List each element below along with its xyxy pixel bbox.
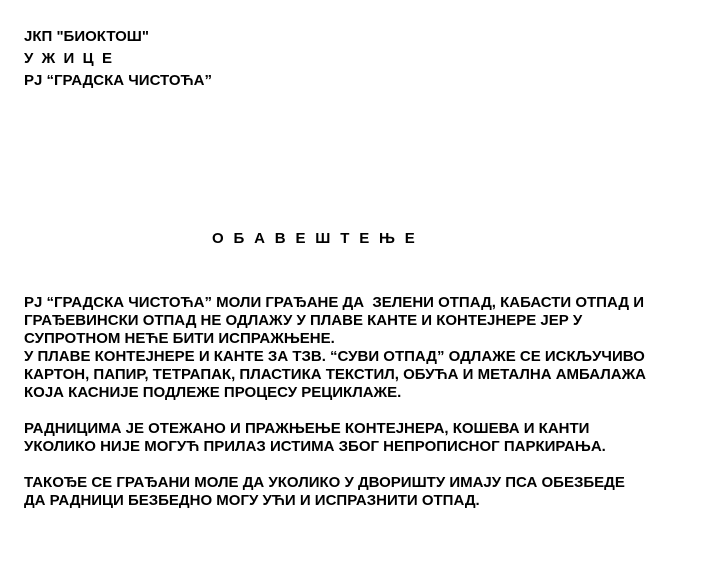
- notice-title: О Б А В Е Ш Т Е Њ Е: [212, 230, 416, 247]
- company-name: ЈКП "БИОКТОШ": [24, 28, 149, 45]
- unit-name: РЈ “ГРАДСКА ЧИСТОЋА”: [24, 72, 212, 89]
- paragraph-parking: РАДНИЦИМА ЈЕ ОТЕЖАНО И ПРАЖЊЕЊЕ КОНТЕЈНЕРА, КОШЕВА И КАНТИ УКОЛИКО НИЈЕ МОГУЋ ПРИЛАЗ ИСТИМА ЗБОГ НЕПРОПИСНОГ ПАРКИРАЊА.: [24, 420, 606, 455]
- paragraph-waste-rules: РЈ “ГРАДСКА ЧИСТОЋА” МОЛИ ГРАЂАНЕ ДА ЗЕЛЕНИ ОТПАД, КАБАСТИ ОТПАД И ГРАЂЕВИНСКИ ОТПАД НЕ ОДЛАЖУ У ПЛАВЕ КАНТЕ И КОНТЕЈНЕРЕ ЈЕР У СУПРОТНОМ НЕЋЕ БИТИ ИСПРАЖЊЕНЕ.: [24, 294, 644, 347]
- paragraph-dogs: ТАКОЂЕ СЕ ГРАЂАНИ МОЛЕ ДА УКОЛИКО У ДВОРИШТУ ИМАЈУ ПСА ОБЕЗБЕДЕ ДА РАДНИЦИ БЕЗБЕДНО МОГУ УЋИ И ИСПРАЗНИТИ ОТПАД.: [24, 474, 625, 509]
- organization-header: [24, 26, 212, 92]
- paragraph-dry-waste: У ПЛАВЕ КОНТЕЈНЕРЕ И КАНТЕ ЗА ТЗВ. “СУВИ ОТПАД” ОДЛАЖЕ СЕ ИСКЉУЧИВО КАРТОН, ПАПИР, ТЕТРАПАК, ПЛАСТИКА ТЕКСТИЛ, ОБУЋА И МЕТАЛНА АМБАЛАЖА КОЈА КАСНИЈЕ ПОДЛЕЖЕ ПРОЦЕСУ РЕЦИКЛАЖЕ.: [24, 348, 647, 401]
- notice-body: [24, 294, 704, 510]
- city-name: У Ж И Ц Е: [24, 50, 112, 67]
